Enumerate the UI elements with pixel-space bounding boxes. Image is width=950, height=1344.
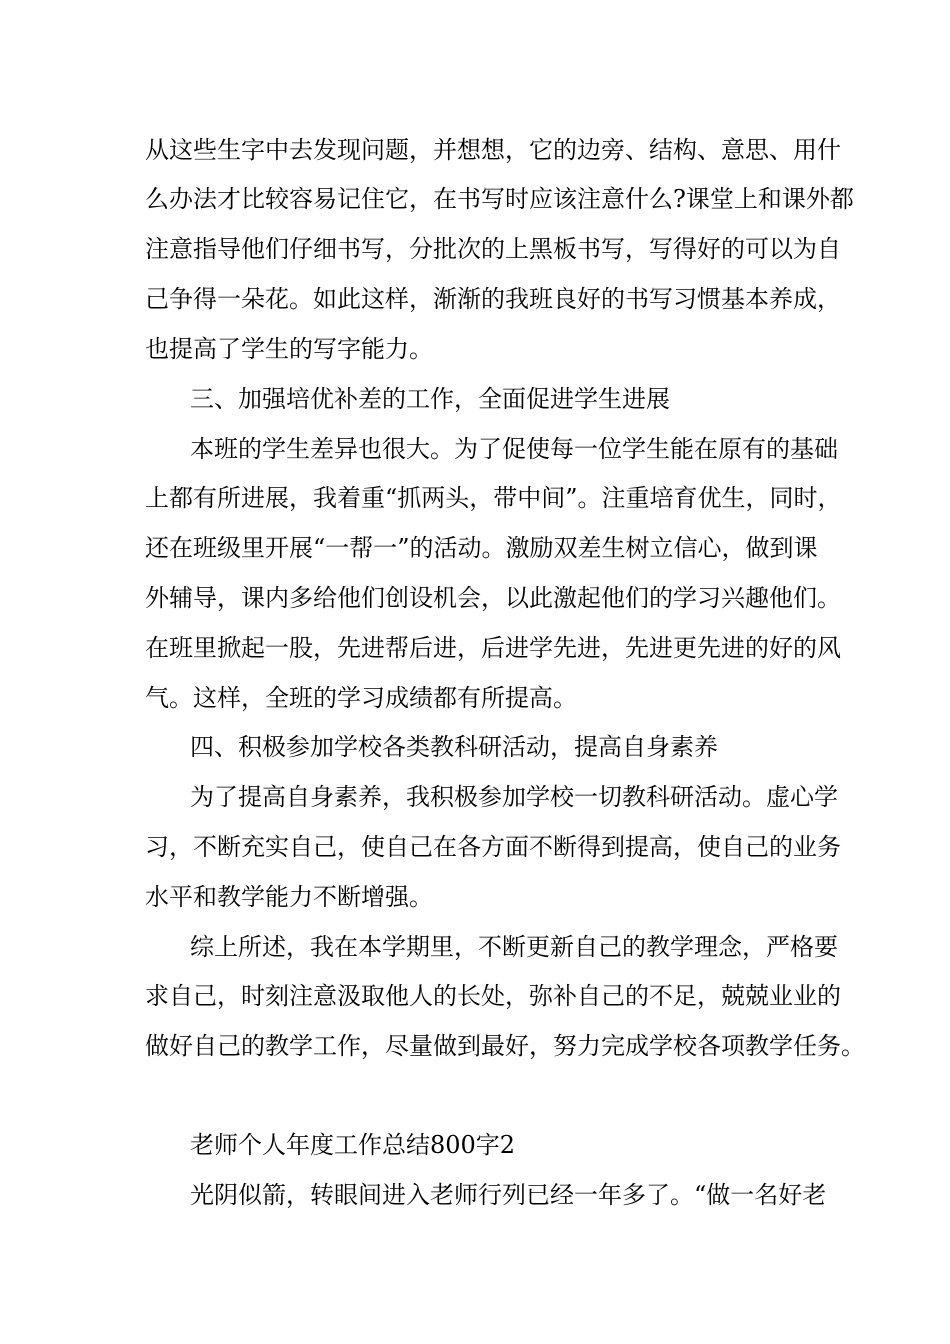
- paragraph-line: 么办法才比较容易记住它，在书写时应该注意什么?课堂上和课外都: [145, 185, 854, 213]
- paragraph-line: 还在班级里开展“一帮一”的活动。激励双差生树立信心，做到课: [145, 534, 818, 562]
- paragraph-line: 本班的学生差异也很大。为了促使每一位学生能在原有的基础: [190, 435, 838, 463]
- paragraph-line: 水平和教学能力不断增强。: [145, 883, 433, 911]
- section-heading: 四、积极参加学校各类教科研活动，提高自身素养: [190, 733, 718, 761]
- paragraph-line: 从这些生字中去发现问题，并想想，它的边旁、结构、意思、用什: [145, 136, 841, 164]
- article-title: 老师个人年度工作总结800字2: [190, 1131, 516, 1159]
- paragraph-line: 气。这样，全班的学习成绩都有所提高。: [145, 684, 577, 712]
- paragraph-line: 也提高了学生的写字能力。: [145, 335, 433, 363]
- paragraph-line: 上都有所进展，我着重“抓两头，带中间”。注重培育优生，同时，: [145, 484, 842, 512]
- paragraph-line: 做好自己的教学工作，尽量做到最好，努力完成学校各项教学任务。: [145, 1032, 865, 1060]
- paragraph-line: 注意指导他们仔细书写，分批次的上黑板书写，写得好的可以为自: [145, 235, 841, 263]
- section-heading: 三、加强培优补差的工作，全面促进学生进展: [190, 385, 670, 413]
- paragraph-line: 习，不断充实自己，使自己在各方面不断得到提高，使自己的业务: [145, 833, 841, 861]
- paragraph-line: 光阴似箭，转眼间进入老师行列已经一年多了。“做一名好老: [190, 1181, 827, 1209]
- paragraph-line: 外辅导，课内多给他们创设机会，以此激起他们的学习兴趣他们。: [145, 584, 841, 612]
- paragraph-line: 己争得一朵花。如此这样，渐渐的我班良好的书写习惯基本养成，: [145, 285, 841, 313]
- paragraph-line: 在班里掀起一股，先进帮后进，后进学先进，先进更先进的好的风: [145, 634, 841, 662]
- paragraph-line: 求自己，时刻注意汲取他人的长处，弥补自己的不足，兢兢业业的: [145, 982, 841, 1010]
- paragraph-line: 为了提高自身素养，我积极参加学校一切教科研活动。虚心学: [190, 783, 838, 811]
- paragraph-line: 综上所述，我在本学期里，不断更新自己的教学理念，严格要: [190, 933, 838, 961]
